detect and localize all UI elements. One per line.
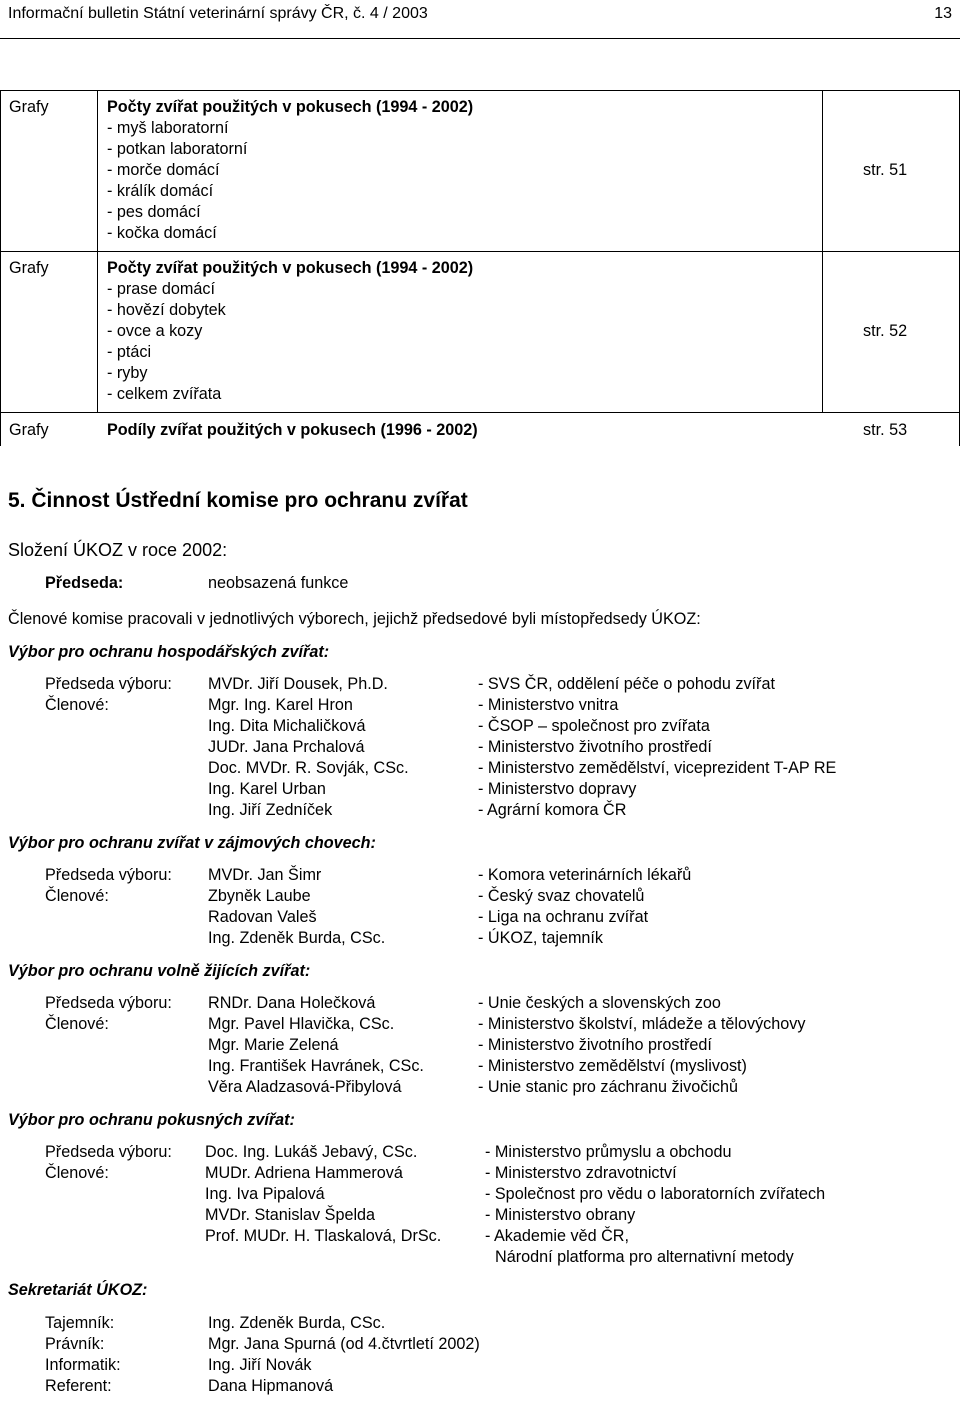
committee-row: [0, 1205, 960, 1226]
staff-role: Informatik:: [45, 1356, 121, 1374]
member-name: Doc. Ing. Lukáš Jebavý, CSc.: [205, 1143, 418, 1161]
member-organization: - Unie stanic pro záchranu živočichů: [478, 1078, 739, 1096]
committee-row: [0, 1226, 960, 1247]
committee-row: [0, 1142, 960, 1163]
committee-row: [0, 1077, 960, 1098]
staff-role: Tajemník:: [45, 1314, 115, 1332]
contents-item: - morče domácí: [107, 161, 220, 179]
member-organization: - Ministerstvo zemědělství, viceprezident T-AP RE: [478, 759, 837, 777]
contents-item: - hovězí dobytek: [107, 301, 226, 319]
member-role: Členové:: [45, 1164, 109, 1182]
member-name: Mgr. Marie Zelená: [208, 1036, 339, 1054]
committee-row: [0, 1247, 960, 1268]
secretariat-row: [0, 1376, 960, 1397]
staff-name: Dana Hipmanová: [208, 1377, 334, 1395]
committee-row: [0, 907, 960, 928]
member-organization: - Komora veterinárních lékařů: [478, 866, 692, 884]
composition-title: Složení ÚKOZ v roce 2002:: [8, 540, 228, 560]
member-name: Ing. Jiří Zedníček: [208, 801, 333, 819]
member-name: Ing. Karel Urban: [208, 780, 326, 798]
committee-row: [0, 1163, 960, 1184]
contents-item: - králík domácí: [107, 182, 214, 200]
member-name: MUDr. Adriena Hammerová: [205, 1164, 403, 1182]
member-role: Předseda výboru:: [45, 675, 172, 693]
committee-title: Výbor pro ochranu pokusných zvířat:: [8, 1111, 295, 1129]
member-role: Předseda výboru:: [45, 1143, 172, 1161]
member-name: Věra Aladzasová-Přibylová: [208, 1078, 402, 1096]
member-organization: - Společnost pro vědu o laboratorních zvířatech: [485, 1185, 826, 1203]
committee-row: [0, 886, 960, 907]
member-organization: - Liga na ochranu zvířat: [478, 908, 649, 926]
contents-row-divider: [1, 412, 959, 413]
contents-page-ref: str. 52: [863, 322, 908, 340]
section-heading: 5. Činnost Ústřední komise pro ochranu zvířat: [8, 489, 468, 512]
header-divider: [0, 38, 960, 39]
staff-role: Referent:: [45, 1377, 112, 1395]
member-role: Členové:: [45, 887, 109, 905]
member-name: Ing. Dita Michaličková: [208, 717, 366, 735]
committee-row: [0, 993, 960, 1014]
chair-label: Předseda:: [45, 574, 124, 592]
member-name: Ing. František Havránek, CSc.: [208, 1057, 424, 1075]
contents-item: - prase domácí: [107, 280, 215, 298]
committee-row: [0, 758, 960, 779]
member-organization: - Ministerstvo školství, mládeže a tělovýchovy: [478, 1015, 806, 1033]
member-name: Mgr. Ing. Karel Hron: [208, 696, 353, 714]
member-organization: - Ministerstvo obrany: [485, 1206, 636, 1224]
member-name: Prof. MUDr. H. Tlaskalová, DrSc.: [205, 1227, 442, 1245]
contents-row-divider: [1, 251, 959, 252]
member-organization: - Akademie věd ČR,: [485, 1227, 629, 1245]
committee-row: [0, 865, 960, 886]
bulletin-title: Informační bulletin Státní veterinární správy ČR, č. 4 / 2003: [8, 5, 428, 22]
staff-name: Ing. Jiří Novák: [208, 1356, 312, 1374]
member-organization: - Agrární komora ČR: [478, 801, 627, 819]
member-organization: - Ministerstvo zdravotnictví: [485, 1164, 677, 1182]
contents-title: Počty zvířat použitých v pokusech (1994 - 2002): [107, 98, 474, 116]
member-organization: - Ministerstvo životního prostředí: [478, 1036, 712, 1054]
member-organization: Národní platforma pro alternativní metody: [495, 1248, 794, 1266]
member-organization: - Ministerstvo vnitra: [478, 696, 619, 714]
committee-row: [0, 737, 960, 758]
contents-item: - pes domácí: [107, 203, 201, 221]
contents-item: - celkem zvířata: [107, 385, 222, 403]
contents-item: - kočka domácí: [107, 224, 217, 242]
page-header: [0, 0, 960, 40]
secretariat-title: Sekretariát ÚKOZ:: [8, 1281, 148, 1299]
member-name: Ing. Iva Pipalová: [205, 1185, 325, 1203]
contents-item: - ptáci: [107, 343, 152, 361]
member-organization: - SVS ČR, oddělení péče o pohodu zvířat: [478, 675, 775, 693]
member-name: MVDr. Stanislav Špelda: [205, 1206, 376, 1224]
committee-row: [0, 1184, 960, 1205]
member-organization: - Ministerstvo zemědělství (myslivost): [478, 1057, 747, 1075]
secretariat-row: [0, 1355, 960, 1376]
member-role: Předseda výboru:: [45, 994, 172, 1012]
contents-item: - ryby: [107, 364, 148, 382]
committee-row: [0, 928, 960, 949]
contents-title: Počty zvířat použitých v pokusech (1994 - 2002): [107, 259, 474, 277]
contents-label: Grafy: [9, 421, 49, 439]
secretariat-row: [0, 1334, 960, 1355]
contents-page-ref: str. 51: [863, 161, 908, 179]
staff-role: Právník:: [45, 1335, 105, 1353]
committee-row: [0, 695, 960, 716]
contents-column-divider: [97, 91, 98, 413]
committee-title: Výbor pro ochranu hospodářských zvířat:: [8, 643, 330, 661]
member-name: Ing. Zdeněk Burda, CSc.: [208, 929, 386, 947]
page-number: 13: [934, 5, 952, 22]
contents-column-divider: [822, 91, 823, 413]
member-organization: - ČSOP – společnost pro zvířata: [478, 717, 710, 735]
member-name: Doc. MVDr. R. Sovják, CSc.: [208, 759, 409, 777]
contents-label: Grafy: [9, 259, 49, 277]
committee-title: Výbor pro ochranu zvířat v zájmových chovech:: [8, 834, 376, 852]
staff-name: Mgr. Jana Spurná (od 4.čtvrtletí 2002): [208, 1335, 480, 1353]
member-name: JUDr. Jana Prchalová: [208, 738, 365, 756]
committee-title: Výbor pro ochranu volně žijících zvířat:: [8, 962, 311, 980]
contents-title: Podíly zvířat použitých v pokusech (1996 - 2002): [107, 421, 478, 439]
member-name: RNDr. Dana Holečková: [208, 994, 376, 1012]
committee-row: [0, 716, 960, 737]
chair-value: neobsazená funkce: [208, 574, 349, 592]
committee-row: [0, 1014, 960, 1035]
member-role: Členové:: [45, 696, 109, 714]
member-organization: - Český svaz chovatelů: [478, 887, 645, 905]
committee-row: [0, 779, 960, 800]
member-organization: - ÚKOZ, tajemník: [478, 929, 604, 947]
member-name: Mgr. Pavel Hlavička, CSc.: [208, 1015, 395, 1033]
secretariat-row: [0, 1313, 960, 1334]
members-note: Členové komise pracovali v jednotlivých výborech, jejichž předsedové byli místopředsedy ÚKOZ:: [8, 610, 701, 628]
member-organization: - Ministerstvo životního prostředí: [478, 738, 712, 756]
member-organization: - Ministerstvo průmyslu a obchodu: [485, 1143, 732, 1161]
member-organization: - Unie českých a slovenských zoo: [478, 994, 721, 1012]
committee-row: [0, 674, 960, 695]
contents-label: Grafy: [9, 98, 49, 116]
member-name: MVDr. Jan Šimr: [208, 866, 322, 884]
contents-table: [0, 90, 960, 446]
member-name: Zbyněk Laube: [208, 887, 311, 905]
member-name: MVDr. Jiří Dousek, Ph.D.: [208, 675, 388, 693]
contents-item: - potkan laboratorní: [107, 140, 248, 158]
member-role: Předseda výboru:: [45, 866, 172, 884]
contents-item: - ovce a kozy: [107, 322, 203, 340]
committee-row: [0, 1035, 960, 1056]
staff-name: Ing. Zdeněk Burda, CSc.: [208, 1314, 386, 1332]
committee-row: [0, 1056, 960, 1077]
member-role: Členové:: [45, 1015, 109, 1033]
contents-page-ref: str. 53: [863, 421, 908, 439]
committee-row: [0, 800, 960, 821]
contents-item: - myš laboratorní: [107, 119, 229, 137]
member-organization: - Ministerstvo dopravy: [478, 780, 637, 798]
member-name: Radovan Valeš: [208, 908, 317, 926]
